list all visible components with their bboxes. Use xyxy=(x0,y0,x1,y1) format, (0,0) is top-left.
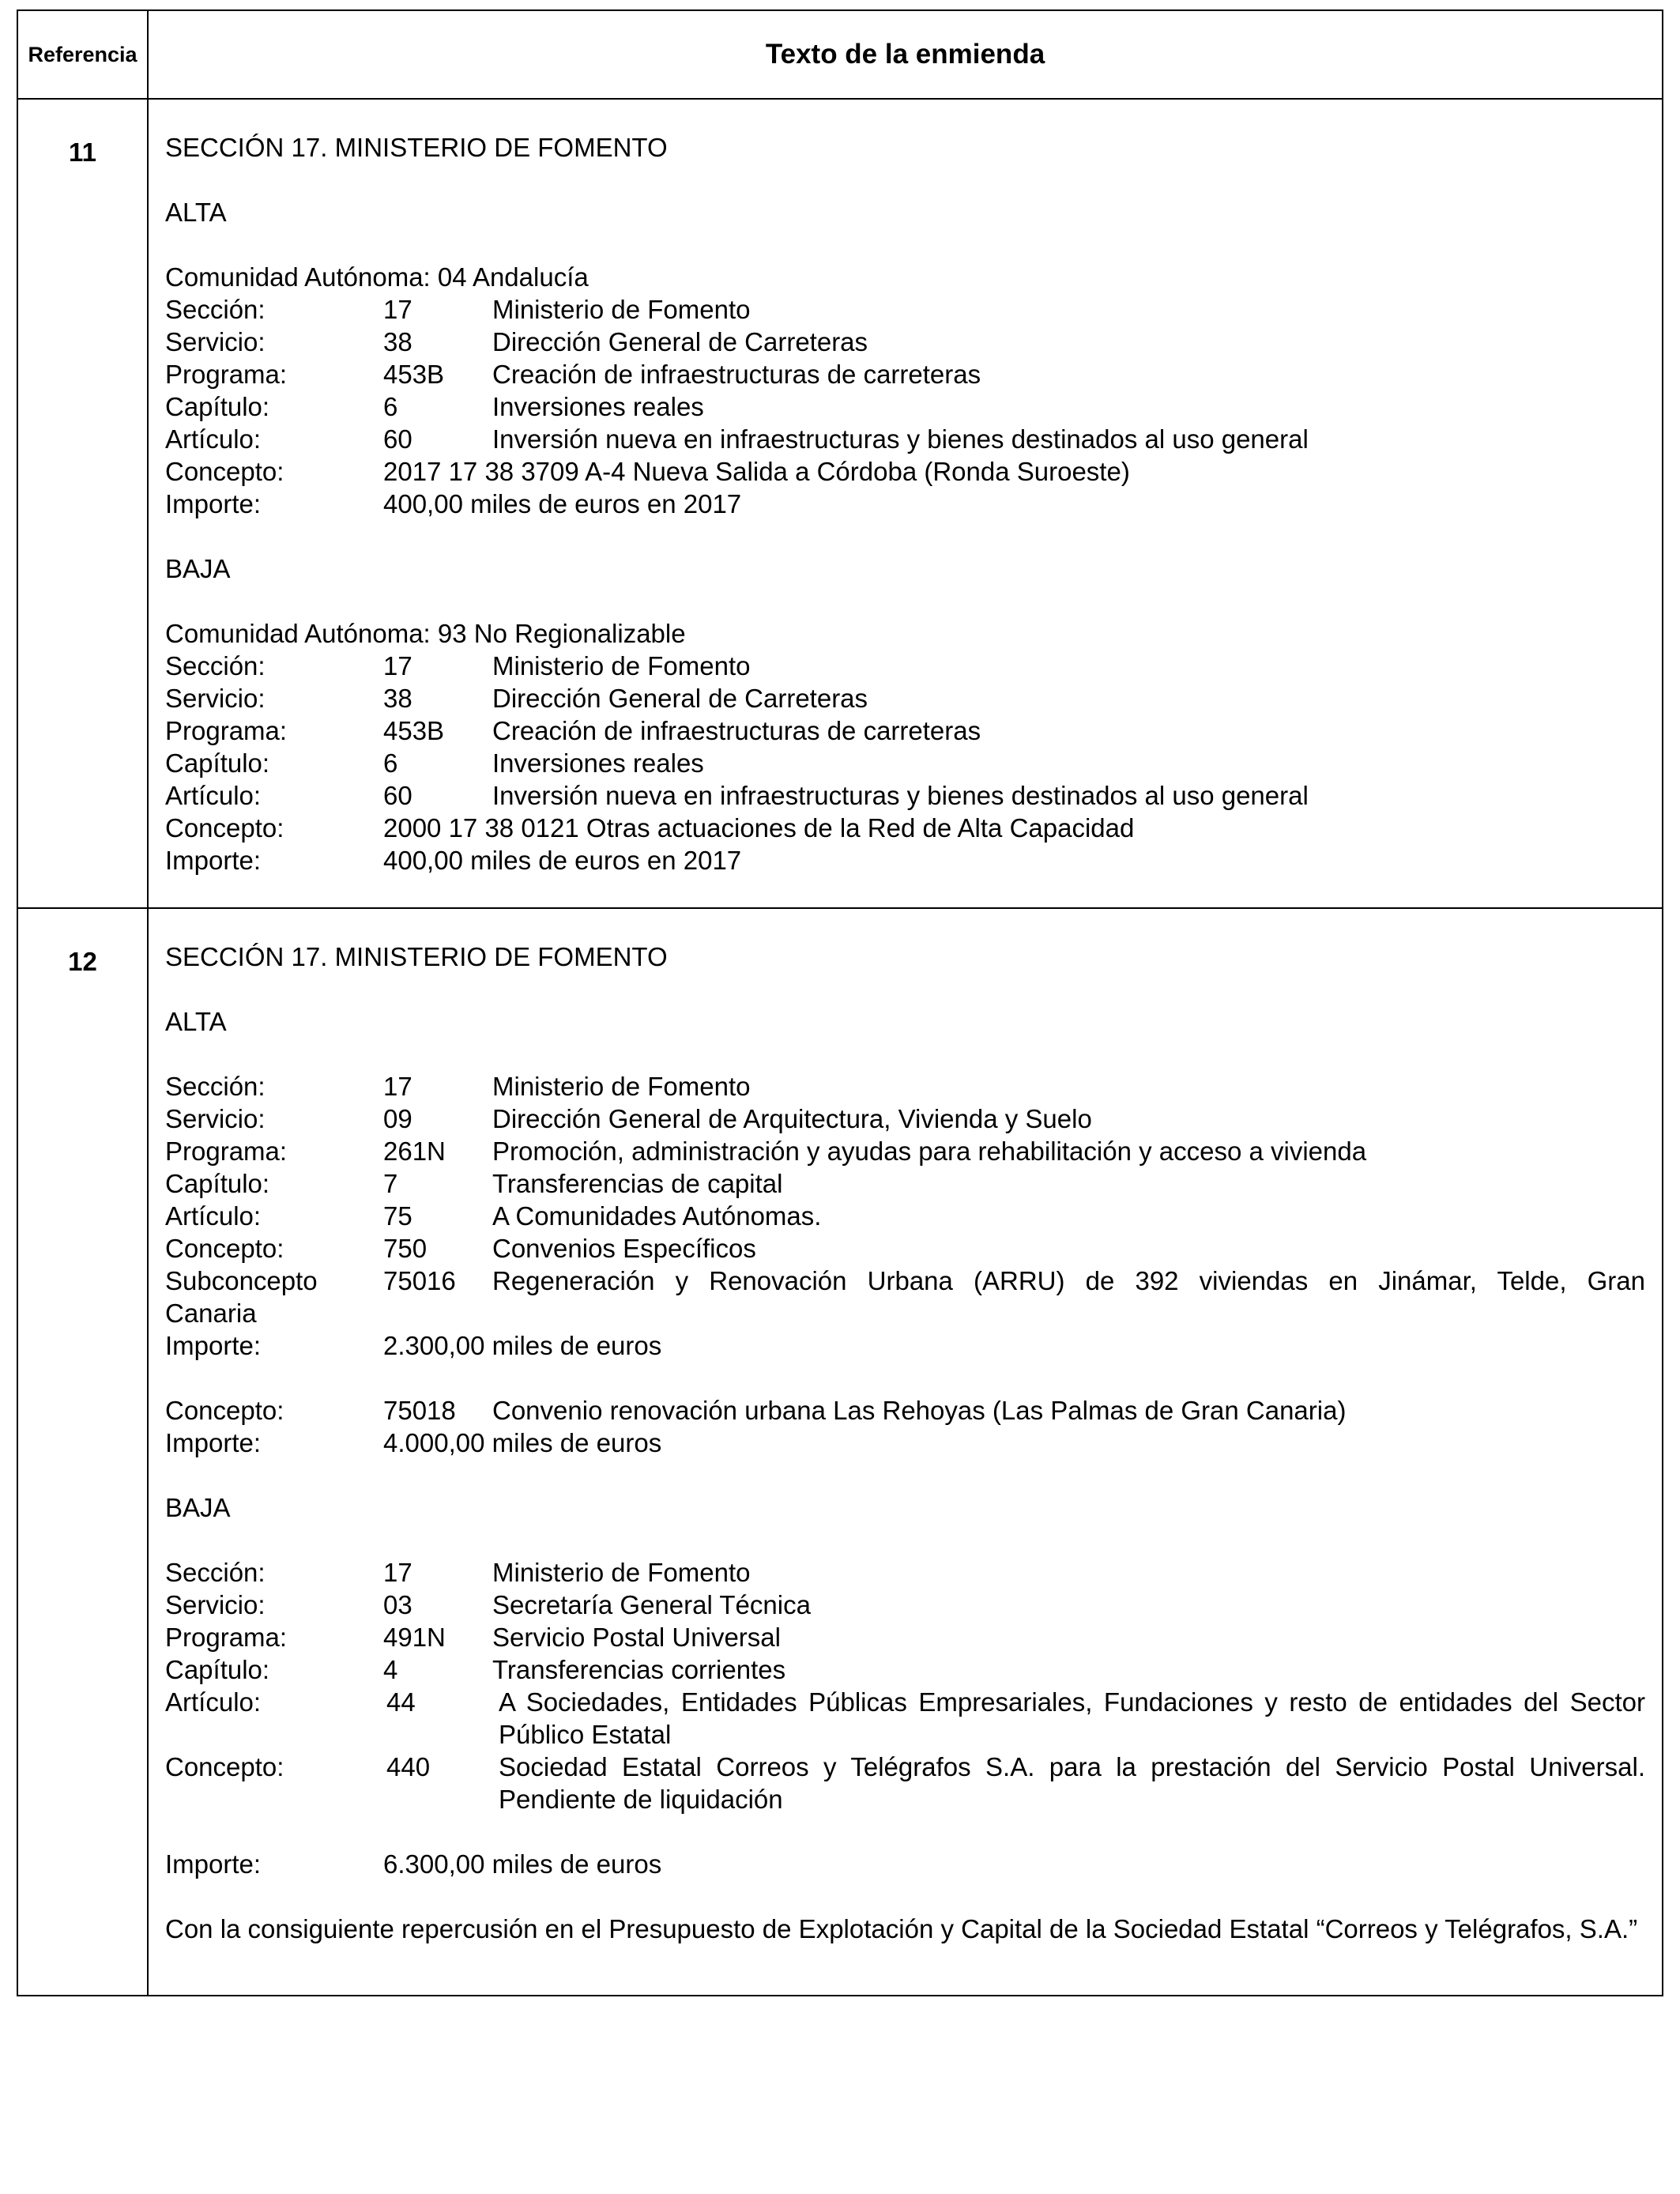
field-part: Servicio: xyxy=(165,327,266,356)
field-part: Sociedad Estatal Correos y Telégrafos S.A. para la prestación del Servicio Postal Universal. Pendiente de liquidación xyxy=(499,1752,1645,1814)
amendment-text-12 xyxy=(148,908,1663,1996)
field-part: 17 xyxy=(383,1072,412,1101)
field-part: Ministerio de Fomento xyxy=(492,651,751,680)
field-part: Importe: xyxy=(165,1849,262,1879)
field-part: Creación de infraestructuras de carreteras xyxy=(492,360,981,389)
field-part: Capítulo: xyxy=(165,748,270,778)
field-part: Capítulo: xyxy=(165,1169,270,1198)
field-part: Subconcepto xyxy=(165,1266,318,1295)
field-part: Concepto: xyxy=(165,813,284,843)
baja-capitulo-field xyxy=(165,1653,1645,1686)
field-part: 38 xyxy=(383,684,412,713)
field-part: 60 xyxy=(383,781,412,810)
alta-servicio-field xyxy=(165,326,1645,358)
baja-heading: BAJA xyxy=(165,1493,231,1522)
field-part: Capítulo: xyxy=(165,1655,270,1684)
alta-subconcepto-field xyxy=(165,1265,1645,1297)
amendment-row-11 xyxy=(17,99,1663,908)
field-part: Inversión nueva en infraestructuras y bienes destinados al uso general xyxy=(492,424,1309,454)
field-part: 75 xyxy=(383,1201,412,1231)
alta-capitulo-field xyxy=(165,1167,1645,1200)
field-part: Ministerio de Fomento xyxy=(492,1558,751,1587)
alta-programa-field xyxy=(165,358,1645,390)
field-part: Artículo: xyxy=(165,1201,262,1231)
field-part: 03 xyxy=(383,1590,412,1619)
alta-importe-field xyxy=(165,488,1645,520)
field-part: Servicio Postal Universal xyxy=(492,1623,781,1652)
baja-articulo-field xyxy=(165,1686,1645,1751)
field-part: A Comunidades Autónomas. xyxy=(492,1201,822,1231)
field-part: Concepto: xyxy=(165,1752,284,1781)
alta-ccaa: Comunidad Autónoma: 04 Andalucía xyxy=(165,262,589,292)
field-part: 400,00 miles de euros en 2017 xyxy=(383,489,742,518)
field-part: Artículo: xyxy=(165,1687,262,1717)
field-part: 6.300,00 miles de euros xyxy=(383,1849,662,1879)
field-part: Sección: xyxy=(165,651,266,680)
field-part: Artículo: xyxy=(165,424,262,454)
field-part: 17 xyxy=(383,651,412,680)
field-part: 38 xyxy=(383,327,412,356)
field-part: Importe: xyxy=(165,846,262,875)
alta-subconcepto-continuation: Canaria xyxy=(165,1299,257,1328)
field-part: Dirección General de Arquitectura, Vivienda y Suelo xyxy=(492,1104,1092,1133)
field-part: Concepto: xyxy=(165,457,284,486)
field-part: Sección: xyxy=(165,1558,266,1587)
alta-programa-field xyxy=(165,1135,1645,1167)
field-part: Promoción, administración y ayudas para rehabilitación y acceso a vivienda xyxy=(492,1137,1367,1166)
baja-programa-field xyxy=(165,1621,1645,1653)
field-part: Inversiones reales xyxy=(492,748,704,778)
repercusion-paragraph: Con la consiguiente repercusión en el Presupuesto de Explotación y Capital de la Sociedad Estatal “Correos y Telégrafos, S.A.” xyxy=(165,1914,1638,1943)
field-part: Importe: xyxy=(165,1331,262,1360)
baja-capitulo-field xyxy=(165,747,1645,779)
alta-capitulo-field xyxy=(165,390,1645,423)
section-heading: SECCIÓN 17. MINISTERIO DE FOMENTO xyxy=(165,133,668,162)
field-part: 2.300,00 miles de euros xyxy=(383,1331,662,1360)
field-part: A Sociedades, Entidades Públicas Empresariales, Fundaciones y resto de entidades del Sector Público Estatal xyxy=(499,1687,1645,1749)
amendment-row-12 xyxy=(17,908,1663,1996)
field-part: Inversión nueva en infraestructuras y bienes destinados al uso general xyxy=(492,781,1309,810)
field-part: Secretaría General Técnica xyxy=(492,1590,811,1619)
field-part: 2000 17 38 0121 Otras actuaciones de la Red de Alta Capacidad xyxy=(383,813,1135,843)
amendment-ref-12: 12 xyxy=(17,908,148,1996)
field-part: Ministerio de Fomento xyxy=(492,295,751,324)
field-part: Sección: xyxy=(165,295,266,324)
field-part: 453B xyxy=(383,360,445,389)
field-part: Concepto: xyxy=(165,1234,284,1263)
field-part: Dirección General de Carreteras xyxy=(492,327,868,356)
field-part: 44 xyxy=(386,1687,416,1717)
baja-servicio-field xyxy=(165,1589,1645,1621)
field-part: 75016 xyxy=(383,1266,456,1295)
baja-concepto-field xyxy=(165,812,1645,844)
field-part: 4.000,00 miles de euros xyxy=(383,1428,662,1457)
alta-concepto2-field xyxy=(165,1394,1645,1427)
baja-importe-field xyxy=(165,1848,1645,1880)
field-part: Concepto: xyxy=(165,1396,284,1425)
field-part: Regeneración y Renovación Urbana (ARRU) de 392 viviendas en Jinámar, Telde, Gran xyxy=(492,1266,1645,1295)
field-part: Programa: xyxy=(165,1623,288,1652)
baja-servicio-field xyxy=(165,682,1645,714)
alta-concepto-field xyxy=(165,1232,1645,1265)
field-part: Servicio: xyxy=(165,684,266,713)
baja-heading: BAJA xyxy=(165,554,231,583)
field-part: Transferencias de capital xyxy=(492,1169,783,1198)
field-part: Programa: xyxy=(165,360,288,389)
baja-articulo-field xyxy=(165,779,1645,812)
baja-seccion-field xyxy=(165,1556,1645,1589)
field-part: 75018 xyxy=(383,1396,456,1425)
alta-concepto-field xyxy=(165,455,1645,488)
baja-programa-field xyxy=(165,714,1645,747)
field-part: 453B xyxy=(383,716,445,745)
field-part: Transferencias corrientes xyxy=(492,1655,786,1684)
field-part: 60 xyxy=(383,424,412,454)
field-part: Servicio: xyxy=(165,1590,266,1619)
alta-articulo-field xyxy=(165,1200,1645,1232)
alta-heading: ALTA xyxy=(165,1007,227,1036)
field-part: Inversiones reales xyxy=(492,392,704,421)
field-part: 261N xyxy=(383,1137,446,1166)
field-part: 4 xyxy=(383,1655,398,1684)
header-texto-enmienda: Texto de la enmienda xyxy=(148,10,1663,99)
field-part: 750 xyxy=(383,1234,428,1263)
alta-servicio-field xyxy=(165,1103,1645,1135)
field-part: Dirección General de Carreteras xyxy=(492,684,868,713)
field-part: Sección: xyxy=(165,1072,266,1101)
alta-importe-field xyxy=(165,1329,1645,1362)
section-heading: SECCIÓN 17. MINISTERIO DE FOMENTO xyxy=(165,942,668,971)
field-part: 17 xyxy=(383,1558,412,1587)
alta-seccion-field xyxy=(165,293,1645,326)
field-part: Artículo: xyxy=(165,781,262,810)
amendment-ref-11: 11 xyxy=(17,99,148,908)
alta-heading: ALTA xyxy=(165,198,227,227)
table-header-row xyxy=(17,10,1663,99)
field-part: Programa: xyxy=(165,716,288,745)
baja-importe-field xyxy=(165,844,1645,876)
field-part: 400,00 miles de euros en 2017 xyxy=(383,846,742,875)
amendment-text-11 xyxy=(148,99,1663,908)
field-part: Convenio renovación urbana Las Rehoyas (Las Palmas de Gran Canaria) xyxy=(492,1396,1347,1425)
field-part: 09 xyxy=(383,1104,412,1133)
field-part: 17 xyxy=(383,295,412,324)
header-referencia: Referencia xyxy=(17,10,148,99)
field-part: 6 xyxy=(383,392,398,421)
field-part: 2017 17 38 3709 A-4 Nueva Salida a Córdoba (Ronda Suroeste) xyxy=(383,457,1130,486)
field-part: 440 xyxy=(386,1752,431,1781)
field-part: 491N xyxy=(383,1623,446,1652)
alta-articulo-field xyxy=(165,423,1645,455)
baja-seccion-field xyxy=(165,650,1645,682)
field-part: 6 xyxy=(383,748,398,778)
field-part: Creación de infraestructuras de carreteras xyxy=(492,716,981,745)
baja-ccaa: Comunidad Autónoma: 93 No Regionalizable xyxy=(165,619,686,648)
field-part: Ministerio de Fomento xyxy=(492,1072,751,1101)
field-part: Programa: xyxy=(165,1137,288,1166)
amendments-table xyxy=(17,9,1663,1996)
field-part: Importe: xyxy=(165,1428,262,1457)
field-part: 7 xyxy=(383,1169,398,1198)
alta-importe2-field xyxy=(165,1427,1645,1459)
alta-seccion-field xyxy=(165,1070,1645,1103)
baja-concepto-field xyxy=(165,1751,1645,1815)
field-part: Servicio: xyxy=(165,1104,266,1133)
field-part: Convenios Específicos xyxy=(492,1234,756,1263)
field-part: Capítulo: xyxy=(165,392,270,421)
field-part: Importe: xyxy=(165,489,262,518)
